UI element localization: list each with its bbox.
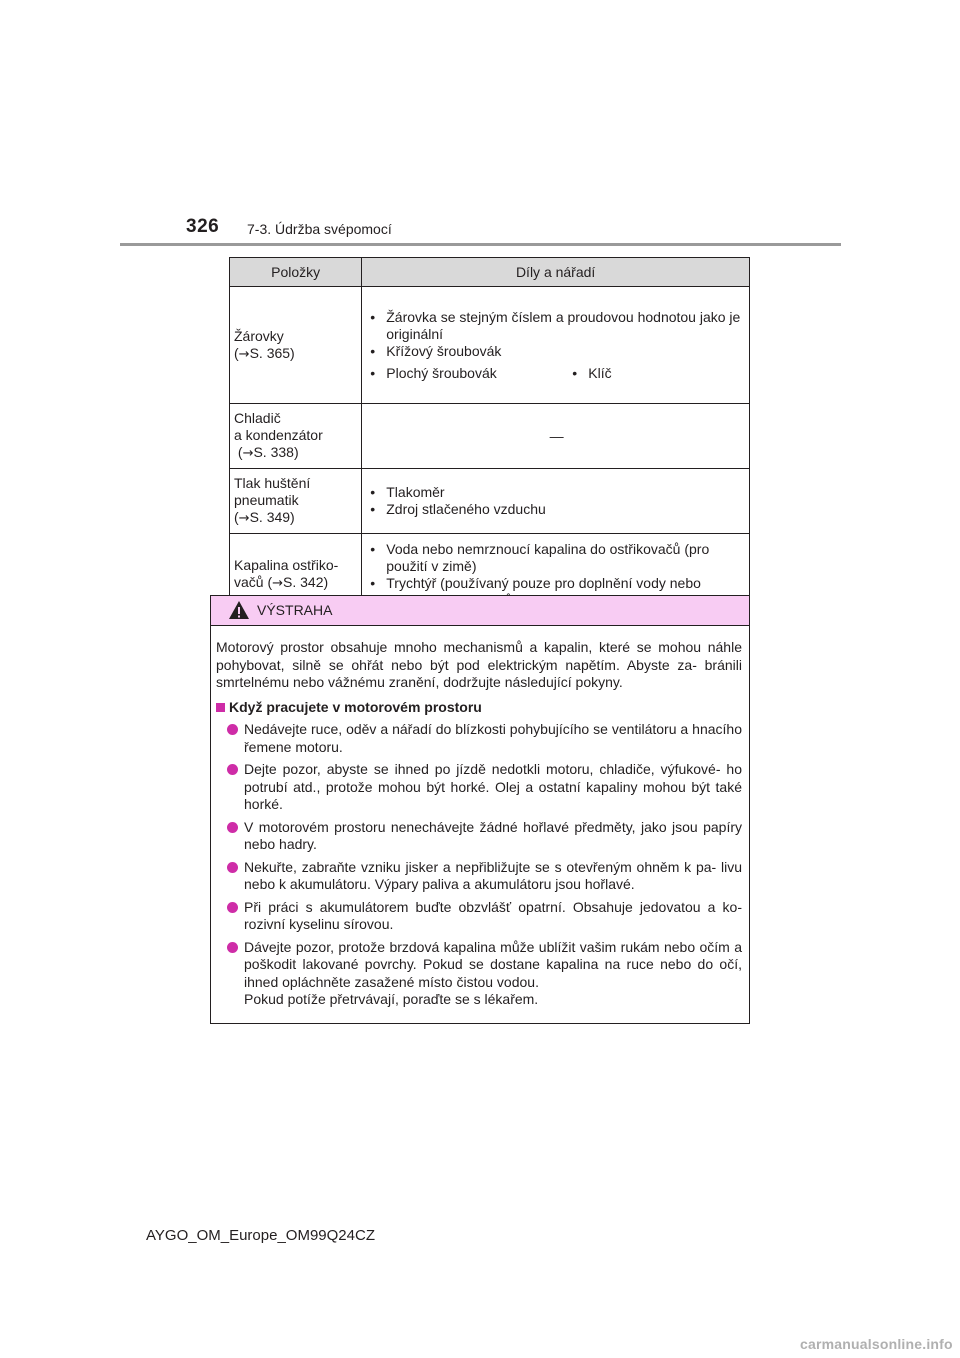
warning-box bbox=[210, 595, 750, 1024]
warning-title: VÝSTRAHA bbox=[257, 602, 333, 618]
document-code: AYGO_OM_Europe_OM99Q24CZ bbox=[146, 1227, 375, 1244]
bullet-dot-icon bbox=[227, 862, 238, 873]
page-header bbox=[0, 0, 960, 250]
list-item: • Voda nebo nemrznoucí kapalina do ostřikovačů (pro použití v zimě) bbox=[370, 541, 743, 575]
warning-intro: Motorový prostor obsahuje mnoho mechanismů a kapalin, které se mohou náhle pohybovat, silně se ohřát nebo být pod elektrickým napětím. Abyste za- bránili smrtelnému nebo vážnému zranění, dodržujte následující pokyny. bbox=[216, 639, 742, 690]
bullet-dot-icon bbox=[227, 822, 238, 833]
bullet-dot-icon bbox=[227, 764, 238, 775]
list-item: • Křížový šroubovák bbox=[370, 343, 743, 360]
list-item: Dejte pozor, abyste se ihned po jízdě nedotkli motoru, chladiče, výfukové- ho potrubí atd., protože mohou být horké. Olej a ostatní kapaliny mohou být také horké. bbox=[216, 761, 742, 814]
parts-list bbox=[370, 484, 743, 518]
parts-cell bbox=[362, 469, 750, 534]
arrow-right-icon: → bbox=[242, 446, 254, 461]
warning-triangle-icon bbox=[228, 600, 250, 620]
warning-subheading: Když pracujete v motorovém prostoru bbox=[216, 699, 742, 717]
parts-pair bbox=[370, 365, 743, 382]
list-item: • Žárovka se stejným číslem a proudovou hodnotou jako je originální bbox=[370, 309, 743, 343]
bullet-last-line: Pokud potíže přetrvávají, poraďte se s lékařem. bbox=[244, 991, 539, 1007]
bullet-dot-icon bbox=[227, 724, 238, 735]
list-item: • Trychtýř (používaný pouze pro doplnění vody nebo bbox=[370, 575, 743, 609]
square-bullet-icon bbox=[216, 703, 225, 712]
empty-dash: — bbox=[549, 427, 564, 444]
page-number: 326 bbox=[186, 216, 220, 237]
header-items: Položky bbox=[230, 258, 362, 287]
site-watermark: carmanualsonline.info bbox=[800, 1336, 953, 1352]
list-item: V motorovém prostoru nenechávejte žádné hořlavé předměty, jako jsou papíry nebo hadry. bbox=[216, 819, 742, 854]
bullet-dot-icon bbox=[227, 942, 238, 953]
parts-list bbox=[370, 309, 743, 360]
item-cell: Žárovky (→S. 365) bbox=[230, 287, 362, 404]
header-parts-tools: Díly a nářadí bbox=[362, 258, 750, 287]
list-item: • Plochý šroubovák bbox=[370, 365, 572, 382]
list-item: Nekuřte, zabraňte vzniku jisker a nepřibližujte se s otevřeným ohněm k pa- livu nebo k akumulátoru. Výpary paliva a akumulátoru jsou hořlavé. bbox=[216, 859, 742, 894]
item-cell: Tlak huštění pneumatik (→S. 349) bbox=[230, 469, 362, 534]
item-cell: Kapalina ostřiko- vačů (→S. 342) bbox=[230, 534, 362, 616]
parts-tools-table bbox=[229, 257, 750, 616]
arrow-right-icon: → bbox=[272, 576, 284, 591]
parts-cell bbox=[362, 404, 750, 469]
arrow-right-icon: → bbox=[238, 511, 250, 526]
parts-cell bbox=[362, 287, 750, 404]
list-item: • Klíč bbox=[572, 365, 611, 382]
header-rule bbox=[120, 243, 841, 246]
warning-body bbox=[211, 626, 749, 1009]
list-item: Dávejte pozor, protože brzdová kapalina může ublížit vašim rukám nebo očím a poškodit lakované povrchy. Pokud se dostane kapalina na ruce nebo do očí, ihned opláchněte zasažené místo čistou vodou. Pokud potíže přetrvávají, poraďte se s lékařem. bbox=[216, 939, 742, 1009]
table-header-row bbox=[230, 258, 750, 287]
list-item: Při práci s akumulátorem buďte obzvlášť opatrní. Obsahuje jedovatou a ko- rozivní kyselinu sírovou. bbox=[216, 899, 742, 934]
list-item: • Zdroj stlačeného vzduchu bbox=[370, 501, 743, 518]
section-title: 7-3. Údržba svépomocí bbox=[247, 221, 392, 237]
bullet-dot-icon bbox=[227, 902, 238, 913]
item-cell: Chladič a kondenzátor (→S. 338) bbox=[230, 404, 362, 469]
warning-header bbox=[211, 596, 749, 626]
list-item: • Tlakoměr bbox=[370, 484, 743, 501]
table-row bbox=[230, 469, 750, 534]
table-row bbox=[230, 287, 750, 404]
table-row bbox=[230, 404, 750, 469]
arrow-right-icon: → bbox=[238, 346, 250, 362]
list-item: Nedávejte ruce, oděv a nářadí do blízkosti pohybujícího se ventilátoru a hnacího řemene motoru. bbox=[216, 721, 742, 756]
